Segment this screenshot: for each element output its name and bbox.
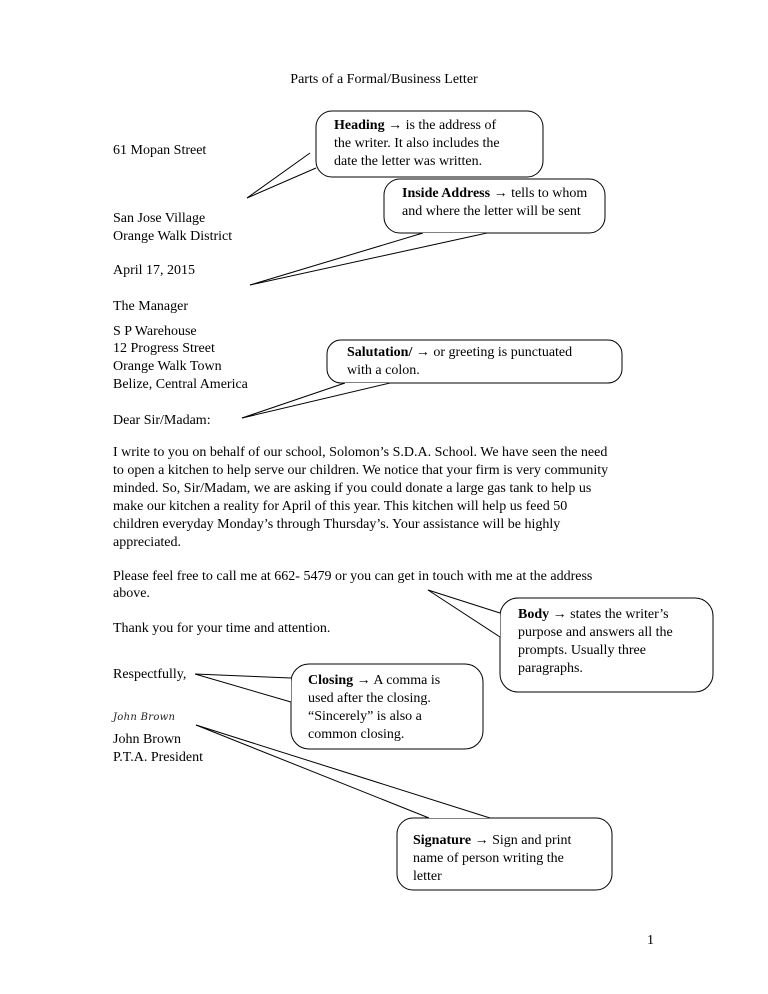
inside-address-line: S P Warehouse: [113, 324, 197, 339]
signature-script: John Brown: [113, 712, 176, 723]
body-line: above.: [113, 586, 150, 601]
body-line: to open a kitchen to help serve our children. We notice that your firm is very community: [113, 463, 609, 478]
callout-line: “Sincerely” is also a: [308, 709, 422, 724]
heading-street: 61 Mopan Street: [113, 143, 207, 158]
callout-line: → tells to whom: [490, 186, 588, 201]
callout-line: → A comma is: [353, 673, 441, 688]
inside-address-line: Orange Walk Town: [113, 359, 222, 374]
body-callout: [518, 606, 673, 678]
inside-address-line: The Manager: [113, 299, 189, 314]
salutation: Dear Sir/Madam:: [113, 413, 211, 428]
body-line: appreciated.: [113, 535, 182, 550]
page-number: 1: [647, 933, 654, 948]
closing-callout: [308, 672, 440, 744]
callout-line: used after the closing.: [308, 691, 431, 706]
inside-address-line: Belize, Central America: [113, 377, 248, 392]
inside-address-line: 12 Progress Street: [113, 341, 215, 356]
callout-line: name of person writing the: [413, 851, 564, 866]
body-line: Thank you for your time and attention.: [113, 621, 331, 636]
callout-line: paragraphs.: [518, 661, 583, 676]
body-line: make our kitchen a reality for April of this year. This kitchen will help us feed 50: [113, 499, 568, 514]
signer-name: John Brown: [113, 732, 182, 747]
page-title: Parts of a Formal/Business Letter: [290, 72, 478, 87]
callout-line: letter: [413, 869, 442, 884]
heading-date: April 17, 2015: [113, 263, 196, 278]
inside-address-callout: [402, 185, 587, 221]
signature-callout: [413, 832, 571, 886]
callout-term: Salutation/: [347, 345, 413, 360]
callout-line: prompts. Usually three: [518, 643, 646, 658]
heading-callout-tail: [247, 153, 316, 198]
callout-line: and where the letter will be sent: [402, 204, 581, 219]
callout-line: common closing.: [308, 727, 405, 742]
heading-callout: [334, 117, 500, 171]
heading-district: Orange Walk District: [113, 229, 233, 244]
callout-term: Body: [518, 607, 550, 622]
body-line: children everyday Monday’s through Thursday’s. Your assistance will be highly: [113, 517, 561, 532]
callout-line: → Sign and print: [471, 833, 572, 848]
salutation-callout: [347, 344, 572, 380]
callout-line: purpose and answers all the: [518, 625, 673, 640]
body-line: minded. So, Sir/Madam, we are asking if you could donate a large gas tank to help us: [113, 481, 592, 496]
callout-line: the writer. It also includes the: [334, 136, 500, 151]
callout-line: date the letter was written.: [334, 154, 483, 169]
heading-village: San Jose Village: [113, 211, 206, 226]
callout-line: with a colon.: [347, 363, 420, 378]
callout-line: → or greeting is punctuated: [412, 345, 573, 360]
closing: Respectfully,: [113, 667, 187, 682]
body-line: Please feel free to call me at 662- 5479 or you can get in touch with me at the address: [113, 569, 593, 584]
signer-title: P.T.A. President: [113, 750, 203, 765]
body-line: I write to you on behalf of our school, Solomon’s S.D.A. School. We have seen the need: [113, 445, 608, 460]
callout-term: Inside Address: [402, 186, 491, 201]
callout-line: → states the writer’s: [549, 607, 669, 622]
callout-term: Signature: [413, 833, 472, 848]
callout-line: → is the address of: [384, 118, 497, 133]
callout-term: Heading: [334, 118, 385, 133]
callout-term: Closing: [308, 673, 354, 688]
